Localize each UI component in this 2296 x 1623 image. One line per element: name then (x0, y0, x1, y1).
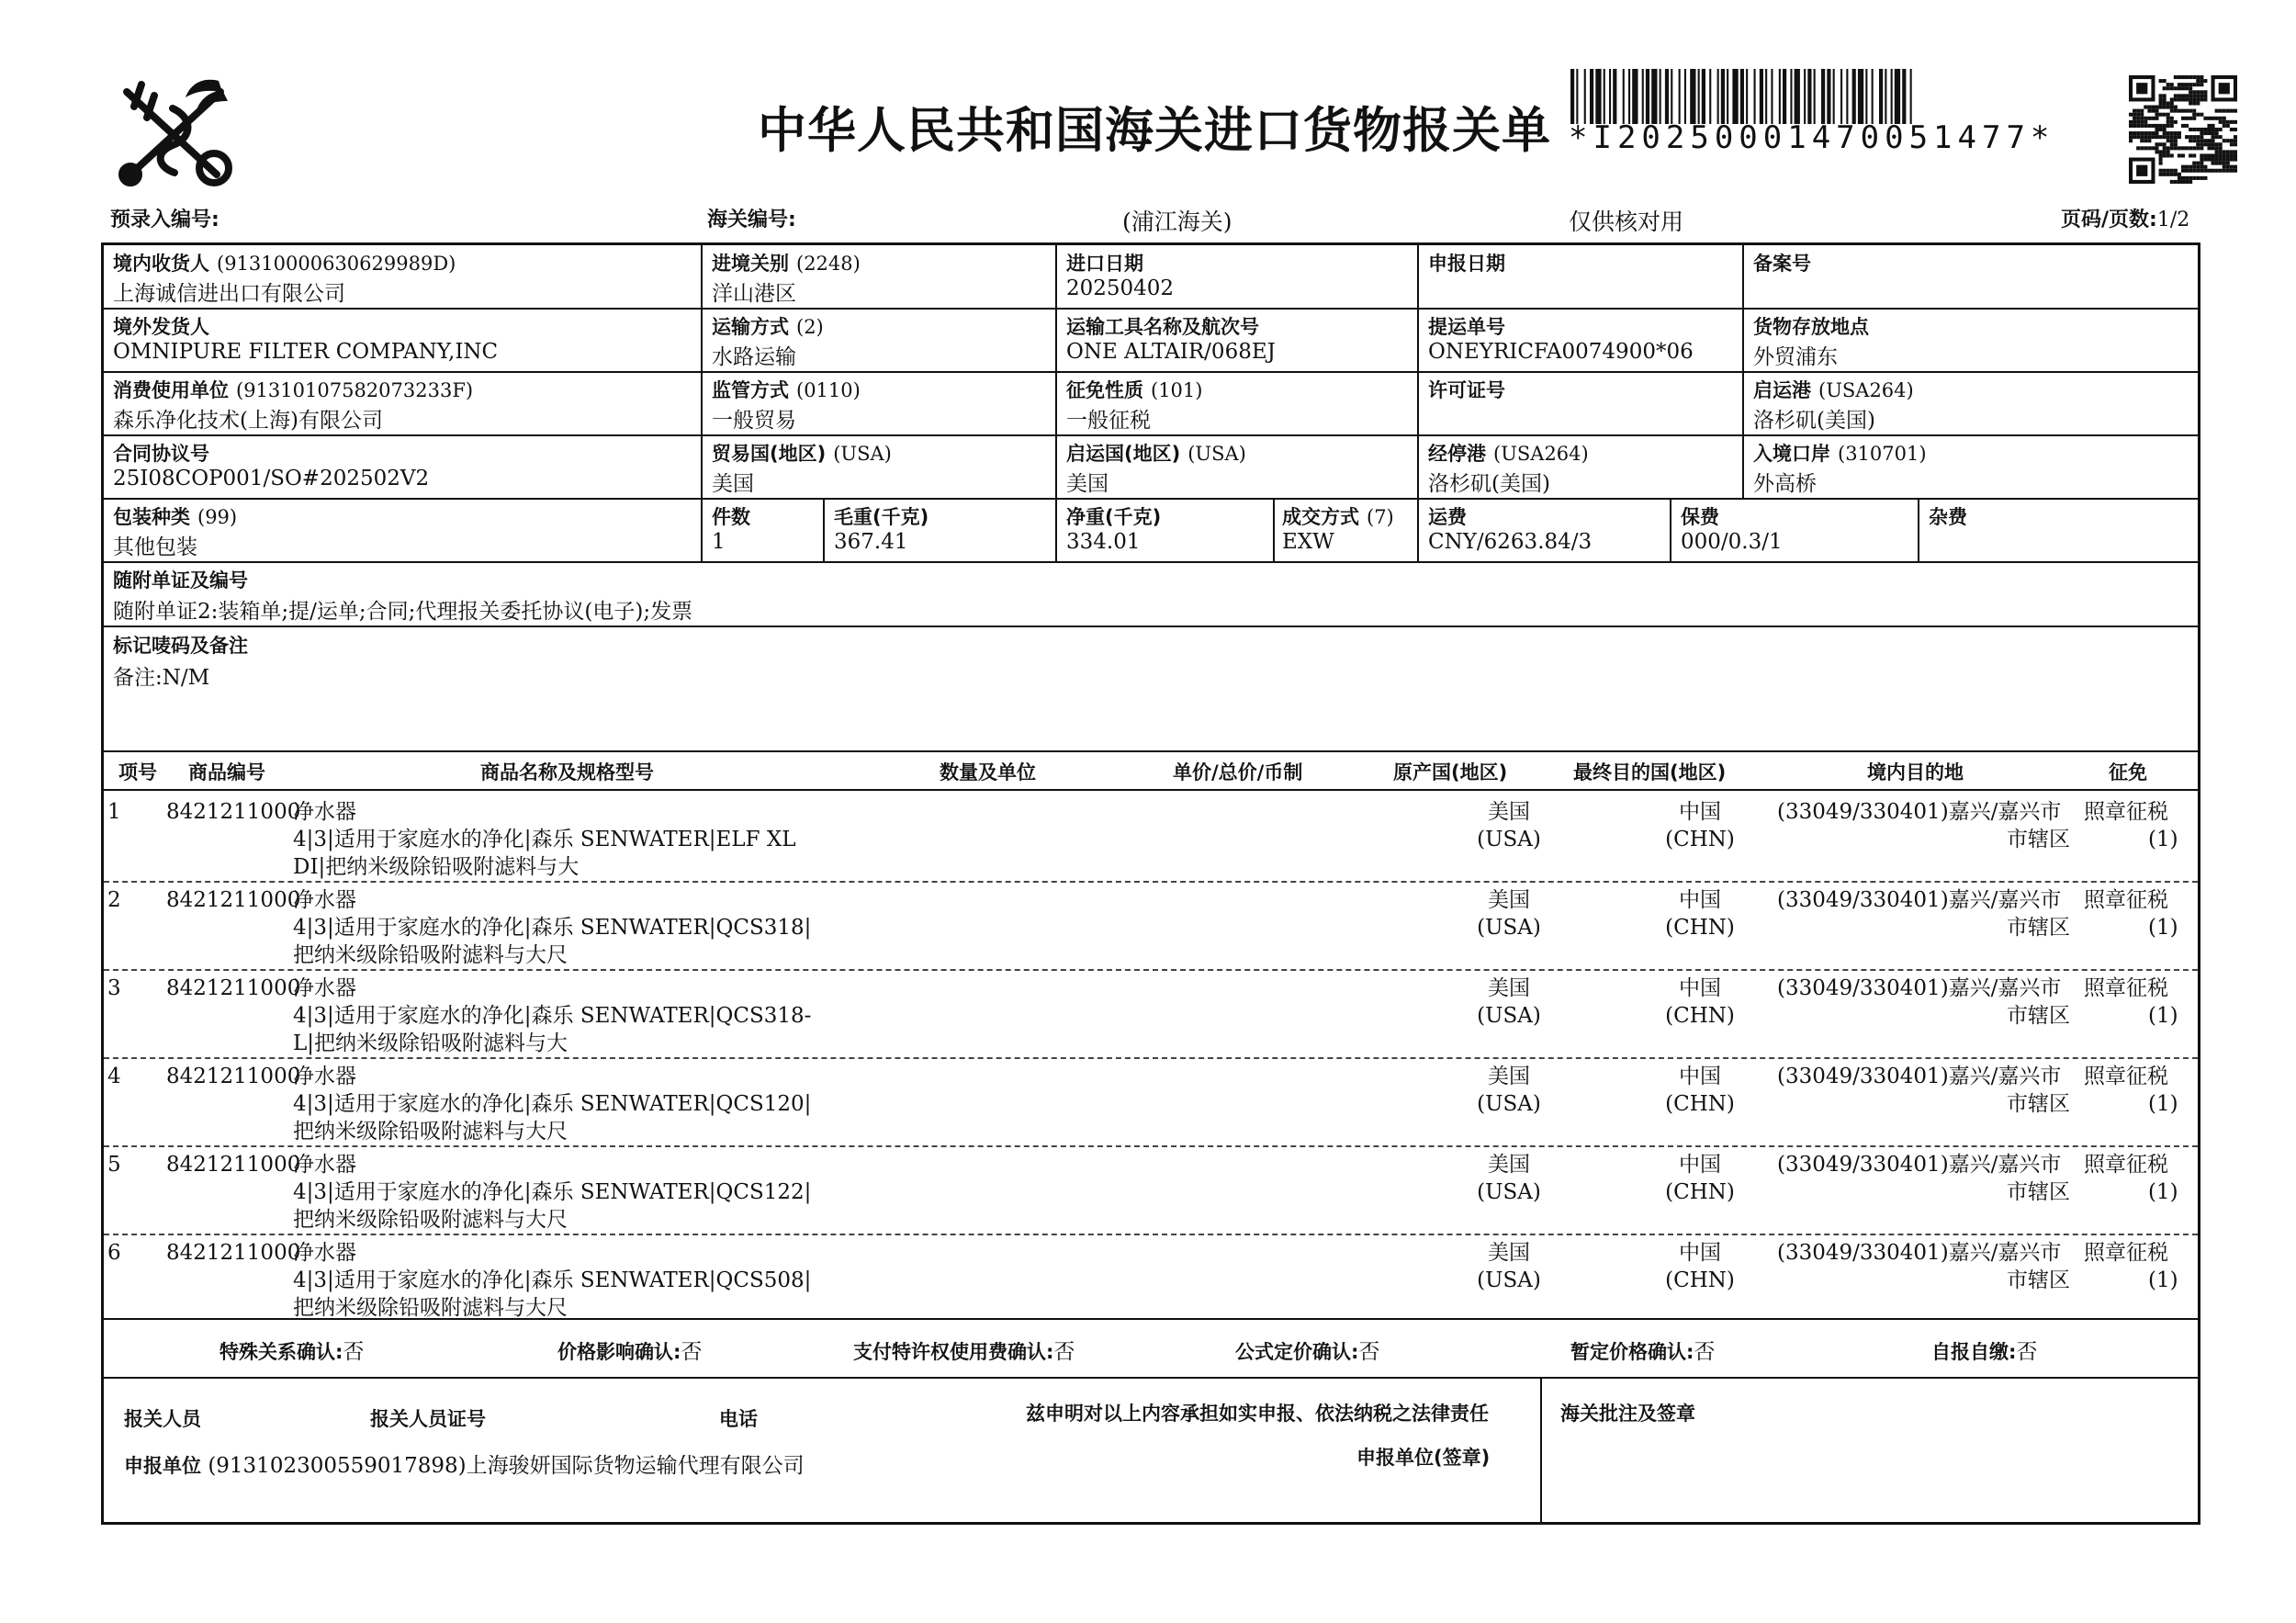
marks-label: 标记唛码及备注 (113, 635, 248, 657)
goods-domestic-destination: (33049/330401)嘉兴/嘉兴市 (1777, 888, 2062, 912)
net-weight-label: 净重(千克) (1066, 506, 1162, 528)
goods-spec: 4|3|适用于家庭水的净化|森乐 SENWATER|QCS508| (293, 1268, 812, 1292)
goods-destination-code: (CHN) (1665, 1004, 1735, 1028)
col-qty: 数量及单位 (940, 761, 1036, 783)
insurance-value: 000/0.3/1 (1681, 530, 1783, 554)
goods-levy-code: (1) (2148, 1268, 2178, 1292)
goods-levy-code: (1) (2148, 828, 2178, 851)
supervision-label: 监管方式 (0110) (712, 379, 861, 401)
import-date-value: 20250402 (1066, 276, 1175, 300)
transit-port-value: 洛杉矶(美国) (1428, 472, 1550, 496)
consignee-label: 境内收货人 (91310000630629989D) (113, 253, 456, 275)
goods-levy: 照章征税 (2084, 1065, 2168, 1088)
goods-spec-cont: 把纳米级除铅吸附滤料与大尺 (293, 1208, 568, 1232)
goods-row-divider (104, 881, 2198, 883)
goods-levy-code: (1) (2148, 1004, 2178, 1028)
entry-port-label: 进境关别 (2248) (712, 253, 861, 275)
goods-destination-code: (CHN) (1665, 916, 1735, 940)
col-levy: 征免 (2109, 761, 2147, 783)
departure-port-label: 启运港 (USA264) (1753, 379, 1914, 401)
goods-item-no: 3 (107, 976, 121, 1000)
goods-levy: 照章征税 (2084, 1241, 2168, 1265)
storage-place-value: 外贸浦东 (1753, 345, 1838, 369)
goods-destination-code: (CHN) (1665, 1180, 1735, 1204)
phone-label: 电话 (719, 1408, 758, 1430)
goods-spec-cont: 把纳米级除铅吸附滤料与大尺 (293, 1120, 568, 1144)
storage-place-label: 货物存放地点 (1753, 316, 1869, 338)
barcode-icon (1570, 69, 2103, 124)
col-code: 商品编号 (188, 761, 265, 783)
goods-domestic-district: 市辖区 (2007, 1092, 2070, 1116)
net-weight-value: 334.01 (1066, 530, 1141, 554)
import-date-label: 进口日期 (1066, 253, 1143, 275)
goods-origin: 美国 (1488, 888, 1530, 912)
entry-place-value: 外高桥 (1753, 472, 1817, 496)
customs-number: 海关编号: (707, 209, 796, 231)
package-label: 包装种类 (99) (113, 506, 238, 528)
goods-code: 8421211000 (166, 1065, 301, 1088)
goods-code: 8421211000 (166, 976, 301, 1000)
documents-value: 随附单证2:装箱单;提/运单;合同;代理报关委托协议(电子);发票 (113, 600, 693, 624)
customs-emblem-icon (108, 72, 237, 191)
goods-origin-code: (USA) (1477, 1268, 1541, 1292)
special-relation-confirm: 特殊关系确认:否 (219, 1340, 365, 1364)
vessel-value: ONE ALTAIR/068EJ (1066, 340, 1276, 364)
goods-row-divider (104, 1234, 2198, 1235)
goods-destination-code: (CHN) (1665, 1092, 1735, 1116)
page-indicator: 页码/页数:1/2 (2061, 209, 2190, 231)
goods-origin-code: (USA) (1477, 1180, 1541, 1204)
goods-origin-code: (USA) (1477, 828, 1541, 851)
formula-price-confirm: 公式定价确认:否 (1235, 1340, 1380, 1364)
goods-item-no: 5 (107, 1153, 121, 1177)
goods-spec: 4|3|适用于家庭水的净化|森乐 SENWATER|QCS318- (293, 1004, 812, 1028)
declaration-form (101, 242, 2200, 1525)
goods-levy-code: (1) (2148, 916, 2178, 940)
goods-code: 8421211000 (166, 1153, 301, 1177)
royalty-confirm: 支付特许权使用费确认:否 (853, 1340, 1075, 1364)
col-origin: 原产国(地区) (1393, 761, 1508, 783)
legal-statement: 兹申明对以上内容承担如实申报、依法纳税之法律责任 (1026, 1403, 1489, 1425)
goods-destination: 中国 (1679, 976, 1721, 1000)
goods-code: 8421211000 (166, 1241, 301, 1265)
goods-origin-code: (USA) (1477, 1004, 1541, 1028)
document-title: 中华人民共和国海关进口货物报关单 (758, 103, 1551, 159)
goods-domestic-district: 市辖区 (2007, 1004, 2070, 1028)
marks-value: 备注:N/M (113, 666, 210, 690)
goods-origin: 美国 (1488, 1241, 1530, 1265)
goods-spec-cont: DI|把纳米级除铅吸附滤料与大 (293, 855, 580, 879)
origin-country-value: 美国 (1066, 472, 1109, 496)
goods-name: 净水器 (293, 1241, 356, 1265)
goods-origin: 美国 (1488, 1153, 1530, 1177)
goods-domestic-district: 市辖区 (2007, 1180, 2070, 1204)
shipper-label: 境外发货人 (113, 316, 209, 338)
goods-name: 净水器 (293, 888, 356, 912)
license-label: 许可证号 (1428, 379, 1505, 401)
misc-fee-label: 杂费 (1929, 506, 1967, 528)
self-declare-confirm: 自报自缴:否 (1931, 1340, 2038, 1364)
consumer-value: 森乐净化技术(上海)有限公司 (113, 409, 383, 433)
goods-destination: 中国 (1679, 1065, 1721, 1088)
goods-item-no: 1 (107, 800, 121, 824)
pieces-value: 1 (712, 530, 726, 554)
goods-domestic-district: 市辖区 (2007, 916, 2070, 940)
goods-domestic-destination: (33049/330401)嘉兴/嘉兴市 (1777, 976, 2062, 1000)
unit-seal-label: 申报单位(签章) (1356, 1447, 1491, 1469)
goods-spec: 4|3|适用于家庭水的净化|森乐 SENWATER|ELF XL (293, 828, 796, 851)
shipper-value: OMNIPURE FILTER COMPANY,INC (113, 340, 499, 364)
declarant-id-label: 报关人员证号 (370, 1408, 486, 1430)
goods-spec-cont: 把纳米级除铅吸附滤料与大尺 (293, 1296, 568, 1320)
consignee-value: 上海诚信进出口有限公司 (113, 282, 345, 306)
provisional-price-confirm: 暂定价格确认:否 (1570, 1340, 1716, 1364)
goods-domestic-district: 市辖区 (2007, 828, 2070, 851)
origin-country-label: 启运国(地区) (USA) (1066, 443, 1246, 465)
goods-domestic-destination: (33049/330401)嘉兴/嘉兴市 (1777, 800, 2062, 824)
consumer-label: 消费使用单位 (91310107582073233F) (113, 379, 474, 401)
pre-entry-number: 预录入编号: (110, 209, 219, 231)
goods-spec: 4|3|适用于家庭水的净化|森乐 SENWATER|QCS120| (293, 1092, 812, 1116)
contract-value: 25I08COP001/SO#202502V2 (113, 467, 430, 490)
goods-destination-code: (CHN) (1665, 828, 1735, 851)
documents-label: 随附单证及编号 (113, 569, 248, 592)
goods-levy-code: (1) (2148, 1092, 2178, 1116)
goods-destination: 中国 (1679, 1153, 1721, 1177)
customs-sign-label: 海关批注及签章 (1560, 1403, 1695, 1425)
goods-spec-cont: L|把纳米级除铅吸附滤料与大 (293, 1031, 568, 1055)
gross-weight-label: 毛重(千克) (834, 506, 929, 528)
goods-origin-code: (USA) (1477, 916, 1541, 940)
col-domestic-destination: 境内目的地 (1867, 761, 1964, 783)
package-value: 其他包装 (113, 535, 197, 559)
vessel-label: 运输工具名称及航次号 (1066, 316, 1259, 338)
goods-levy: 照章征税 (2084, 1153, 2168, 1177)
goods-domestic-district: 市辖区 (2007, 1268, 2070, 1292)
goods-code: 8421211000 (166, 800, 301, 824)
goods-origin: 美国 (1488, 976, 1530, 1000)
col-item-no: 项号 (118, 761, 157, 783)
goods-name: 净水器 (293, 1153, 356, 1177)
goods-spec: 4|3|适用于家庭水的净化|森乐 SENWATER|QCS122| (293, 1180, 812, 1204)
levy-nature-label: 征免性质 (101) (1066, 379, 1203, 401)
goods-origin: 美国 (1488, 1065, 1530, 1088)
col-price: 单价/总价/币制 (1173, 761, 1303, 783)
trade-terms-value: EXW (1282, 530, 1334, 554)
goods-destination-code: (CHN) (1665, 1268, 1735, 1292)
transit-port-label: 经停港 (USA264) (1428, 443, 1589, 465)
supervision-value: 一般贸易 (712, 409, 796, 433)
transport-mode-label: 运输方式 (2) (712, 316, 824, 338)
goods-item-no: 6 (107, 1241, 121, 1265)
gross-weight-value: 367.41 (834, 530, 908, 554)
goods-levy: 照章征税 (2084, 888, 2168, 912)
goods-domestic-destination: (33049/330401)嘉兴/嘉兴市 (1777, 1241, 2062, 1265)
verification-note: 仅供核对用 (1569, 209, 1684, 235)
goods-spec-cont: 把纳米级除铅吸附滤料与大尺 (293, 943, 568, 967)
goods-item-no: 4 (107, 1065, 121, 1088)
col-name: 商品名称及规格型号 (480, 761, 654, 783)
declarant-label: 报关人员 (124, 1408, 201, 1430)
freight-label: 运费 (1428, 506, 1467, 528)
trade-country-label: 贸易国(地区) (USA) (712, 443, 892, 465)
trade-terms-label: 成交方式 (7) (1282, 506, 1394, 528)
col-destination: 最终目的国(地区) (1573, 761, 1727, 783)
transport-mode-value: 水路运输 (712, 345, 796, 369)
goods-levy: 照章征税 (2084, 800, 2168, 824)
goods-destination: 中国 (1679, 800, 1721, 824)
goods-levy-code: (1) (2148, 1180, 2178, 1204)
goods-destination: 中国 (1679, 888, 1721, 912)
price-impact-confirm: 价格影响确认:否 (557, 1340, 703, 1364)
departure-port-value: 洛杉矶(美国) (1753, 409, 1875, 433)
bill-of-lading-label: 提运单号 (1428, 316, 1505, 338)
freight-value: CNY/6263.84/3 (1428, 530, 1593, 554)
entry-port-value: 洋山港区 (712, 282, 796, 306)
goods-domestic-destination: (33049/330401)嘉兴/嘉兴市 (1777, 1153, 2062, 1177)
levy-nature-value: 一般征税 (1066, 409, 1151, 433)
customs-office: (浦江海关) (1122, 209, 1232, 235)
goods-levy: 照章征税 (2084, 976, 2168, 1000)
barcode-number: *I20250001470051477* (1569, 119, 2055, 156)
goods-origin: 美国 (1488, 800, 1530, 824)
goods-origin-code: (USA) (1477, 1092, 1541, 1116)
entry-place-label: 入境口岸 (310701) (1753, 443, 1927, 465)
declaring-unit: 申报单位 (913102300559017898)上海骏妍国际货物运输代理有限公司 (124, 1454, 805, 1478)
goods-code: 8421211000 (166, 888, 301, 912)
goods-name: 净水器 (293, 800, 356, 824)
qr-code-icon (2129, 75, 2237, 184)
goods-destination: 中国 (1679, 1241, 1721, 1265)
pieces-label: 件数 (712, 506, 750, 528)
goods-name: 净水器 (293, 1065, 356, 1088)
goods-item-no: 2 (107, 888, 121, 912)
goods-spec: 4|3|适用于家庭水的净化|森乐 SENWATER|QCS318| (293, 916, 812, 940)
goods-row-divider (104, 969, 2198, 971)
bill-of-lading-value: ONEYRICFA0074900*06 (1428, 340, 1694, 364)
insurance-label: 保费 (1681, 506, 1719, 528)
declare-date-label: 申报日期 (1428, 253, 1505, 275)
goods-domestic-destination: (33049/330401)嘉兴/嘉兴市 (1777, 1065, 2062, 1088)
goods-row-divider (104, 1057, 2198, 1059)
contract-label: 合同协议号 (113, 443, 209, 465)
goods-name: 净水器 (293, 976, 356, 1000)
record-number-label: 备案号 (1753, 253, 1811, 275)
trade-country-value: 美国 (712, 472, 754, 496)
goods-row-divider (104, 1145, 2198, 1147)
